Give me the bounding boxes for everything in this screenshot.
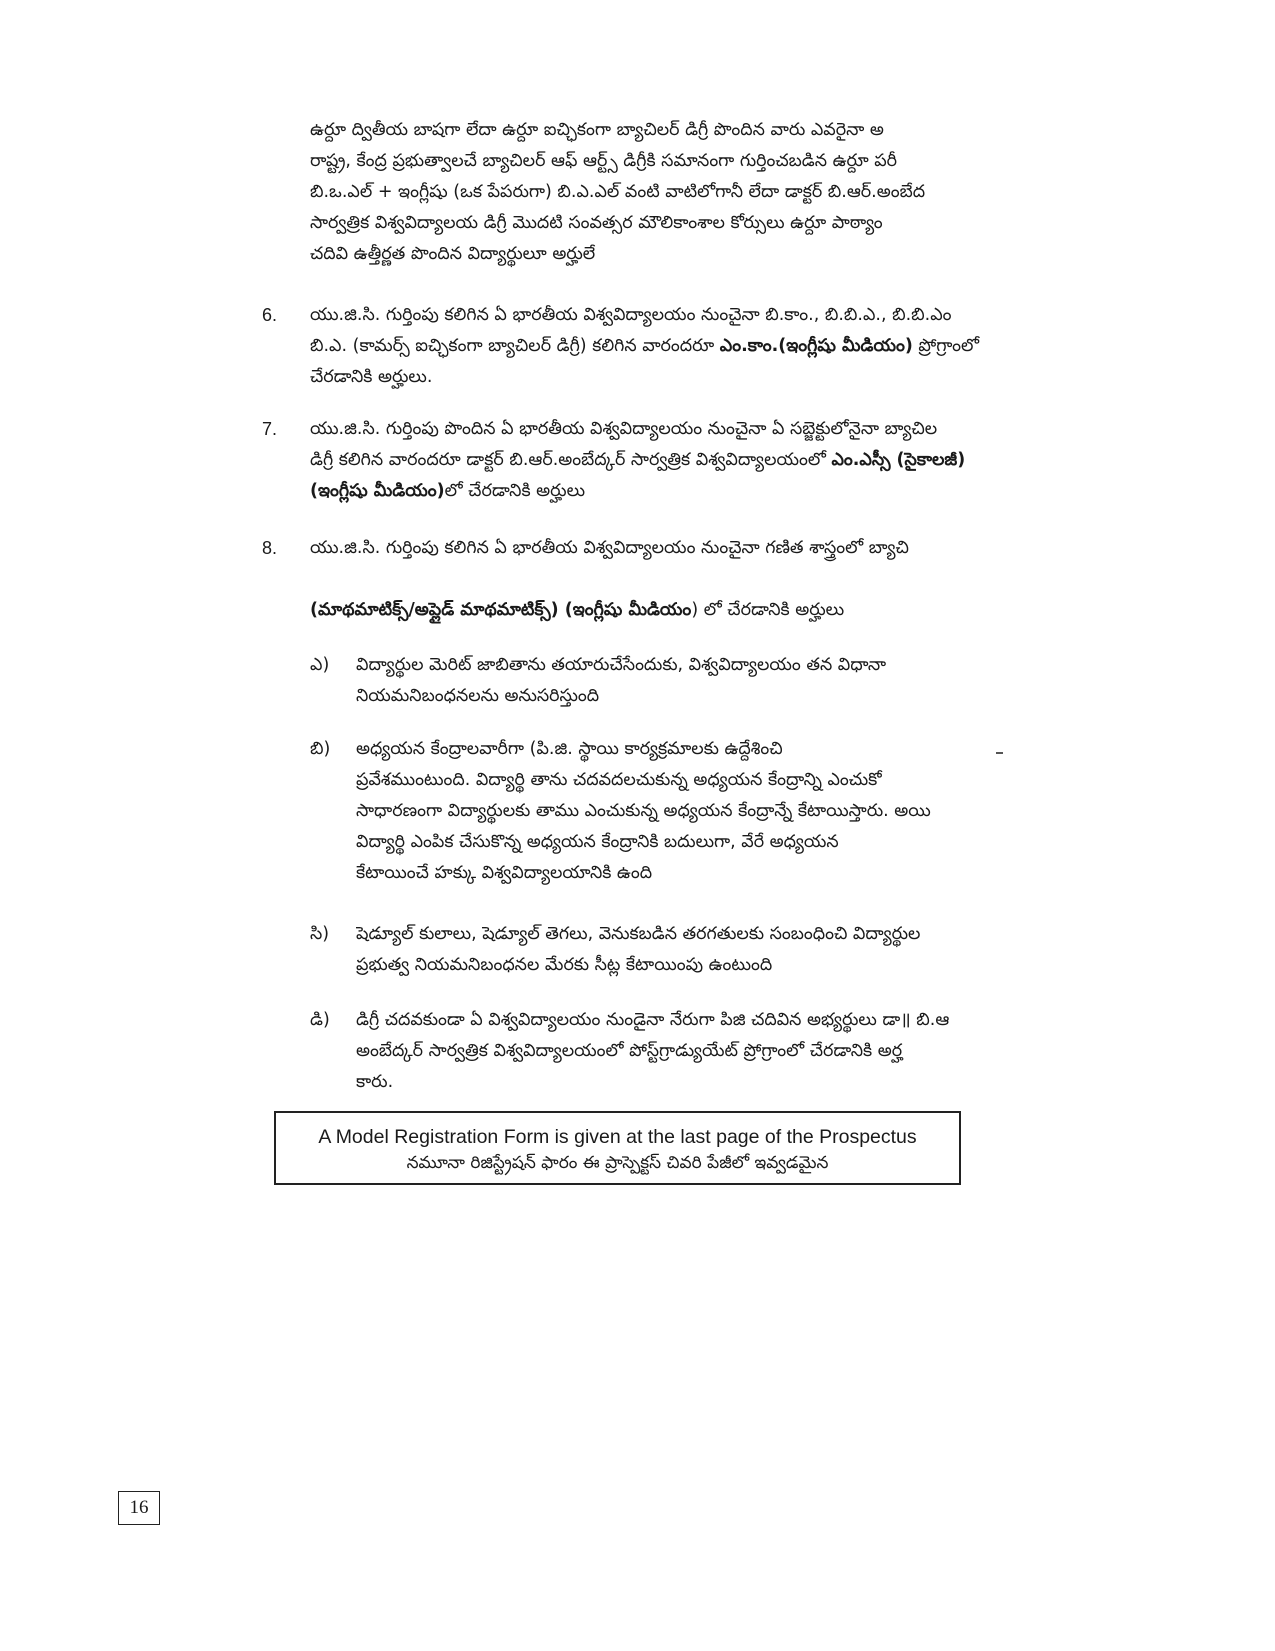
program-name: ఎం.ఎస్సీ (సైకాలజీ) xyxy=(831,450,966,470)
item-number: 6. xyxy=(262,305,278,325)
text-line: సార్వత్రిక విశ్వవిద్యాలయ డిగ్రీ మొదటి సంవత్సర మౌలికాంశాల కోర్సులు ఉర్దూ పాఠ్యాం xyxy=(310,213,883,233)
text-run: బి.ఎ. (కామర్స్ ఐచ్ఛికంగా బ్యాచిలర్ డిగ్రీ) కలిగిన వారందరూ xyxy=(310,336,720,356)
text-line xyxy=(310,445,1058,476)
text-line: విద్యార్థుల మెరిట్ జాబితాను తయారుచేసేందుకు, విశ్వవిద్యాలయం తన విధానా xyxy=(356,655,887,675)
text-line: నియమనిబంధనలను అనుసరిస్తుంది xyxy=(356,686,600,706)
subitem-label: సి) xyxy=(310,924,330,944)
numbered-item-7 xyxy=(310,414,1058,507)
text-line: కేటాయించే హక్కు విశ్వవిద్యాలయానికి ఉంది xyxy=(356,863,653,883)
subitem-label: బి) xyxy=(310,739,331,759)
text-line: షెడ్యూల్ కులాలు, షెడ్యూల్ తెగలు, వెనుకబడిన తరగతులకు సంబంధించి విద్యార్థుల xyxy=(356,924,921,944)
text-line xyxy=(310,331,1058,362)
text-line xyxy=(310,414,1058,445)
subitem-d xyxy=(356,1005,1046,1098)
text-line xyxy=(310,564,1058,595)
text-line: బి.ఒ.ఎల్ + ఇంగ్లీషు (ఒక పేపరుగా) బి.ఎ.ఎల్ వంటి వాటిలోగానీ లేదా డాక్టర్ బి.ఆర్.అంబేద xyxy=(310,182,926,202)
subitem-label: డి) xyxy=(310,1010,330,1030)
subitem-c xyxy=(356,919,1046,981)
text-line xyxy=(310,595,1058,626)
text-line xyxy=(310,300,1058,331)
text-run: యు.జి.సి. గుర్తింపు పొందిన ఏ భారతీయ విశ్వవిద్యాలయం నుంచైనా ఏ సబ్జెక్టులోనైనా బ్యాచిల xyxy=(310,419,938,439)
text-run: యు.జి.సి. గుర్తింపు కలిగిన ఏ భారతీయ విశ్వవిద్యాలయం నుంచైనా బి.కాం., బి.బి.ఎ., బి.బి.ఎం xyxy=(310,305,952,325)
text-line: కారు. xyxy=(356,1072,394,1092)
text-line: రాష్ట్ర, కేంద్ర ప్రభుత్వాలచే బ్యాచిలర్ ఆఫ్ ఆర్ట్స్ డిగ్రీకి సమానంగా గుర్తించబడిన ఉర్దూ పరీ xyxy=(310,151,898,171)
text-line: ప్రభుత్వ నియమనిబంధనల మేరకు సీట్ల కేటాయింపు ఉంటుంది xyxy=(356,955,773,975)
program-name: ఎం.కాం.(ఇంగ్లీషు మీడియం) xyxy=(719,336,913,356)
subitem-label: ఎ) xyxy=(310,655,330,675)
page-number: 16 xyxy=(118,1491,160,1525)
text-run: ప్రోగ్రాంలో xyxy=(912,336,980,356)
text-line: డిగ్రీ చదవకుండా ఏ విశ్వవిద్యాలయం నుండైనా నేరుగా పిజి చదివిన అభ్యర్థులు డా॥ బి.ఆ xyxy=(356,1010,950,1030)
item-number: 8. xyxy=(262,538,278,558)
text-run: ) లో చేరడానికి అర్హులు xyxy=(691,600,845,620)
text-line: ప్రవేశముంటుంది. విద్యార్థి తాను చదవదలచుకున్న అధ్యయన కేంద్రాన్ని ఎంచుకో xyxy=(356,770,882,790)
text-line: అధ్యయన కేంద్రాలవారీగా (పి.జి. స్థాయి కార్యక్రమాలకు ఉద్దేశించి xyxy=(356,739,783,759)
program-name: (ఇంగ్లీషు మీడియం) xyxy=(310,481,445,501)
text-line: విద్యార్థి ఎంపిక చేసుకొన్న అధ్యయన కేంద్రానికి బదులుగా, వేరే అధ్యయన xyxy=(356,832,839,852)
text-line: అంబేద్కర్ సార్వత్రిక విశ్వవిద్యాలయంలో పోస్ట్‌గ్రాడ్యుయేట్ ప్రోగ్రాంలో చేరడానికి అర్హ xyxy=(356,1041,903,1061)
item-number: 7. xyxy=(262,419,278,439)
numbered-item-8 xyxy=(310,533,1058,626)
text-line xyxy=(310,476,1058,507)
program-name: (మాథమాటిక్స్/అప్లైడ్ మాథమాటిక్స్) (ఇంగ్లీషు మీడియం xyxy=(310,600,692,620)
subitem-b xyxy=(356,734,1056,889)
numbered-item-6 xyxy=(310,300,1058,393)
text-line xyxy=(310,362,1058,393)
text-run: యు.జి.సి. గుర్తింపు కలిగిన ఏ భారతీయ విశ్వవిద్యాలయం నుంచైనా గణిత శాస్త్రంలో బ్యాచి xyxy=(310,538,909,558)
notice-telugu: నమూనా రిజిస్ట్రేషన్ ఫారం ఈ ప్రాస్పెక్టస్ చివరి పేజీలో ఇవ్వడమైన xyxy=(406,1153,829,1173)
text-run: డిగ్రీ కలిగిన వారందరూ డాక్టర్ బి.ఆర్.అంబేద్కర్ సార్వత్రిక విశ్వవిద్యాలయంలో xyxy=(310,450,832,470)
notice-english: A Model Registration Form is given at the last page of the Prospectus xyxy=(318,1126,917,1148)
text-run: లో చేరడానికి అర్హులు xyxy=(444,481,586,501)
text-line: చదివి ఉత్తీర్ణత పొందిన విద్యార్థులూ అర్హులే xyxy=(310,244,596,264)
registration-form-notice xyxy=(274,1111,961,1185)
subitem-a xyxy=(356,650,996,712)
text-line: ఉర్దూ ద్వితీయ బాషగా లేదా ఉర్దూ ఐచ్ఛికంగా బ్యాచిలర్ డిగ్రీ పొందిన వారు ఎవరైనా అ xyxy=(310,120,884,140)
text-line xyxy=(310,533,1058,564)
text-run: చేరడానికి అర్హులు. xyxy=(310,367,433,387)
text-line: సాధారణంగా విద్యార్థులకు తాము ఎంచుకున్న అధ్యయన కేంద్రాన్నే కేటాయిస్తారు. అయి xyxy=(356,801,931,821)
intro-paragraph xyxy=(310,115,1030,270)
